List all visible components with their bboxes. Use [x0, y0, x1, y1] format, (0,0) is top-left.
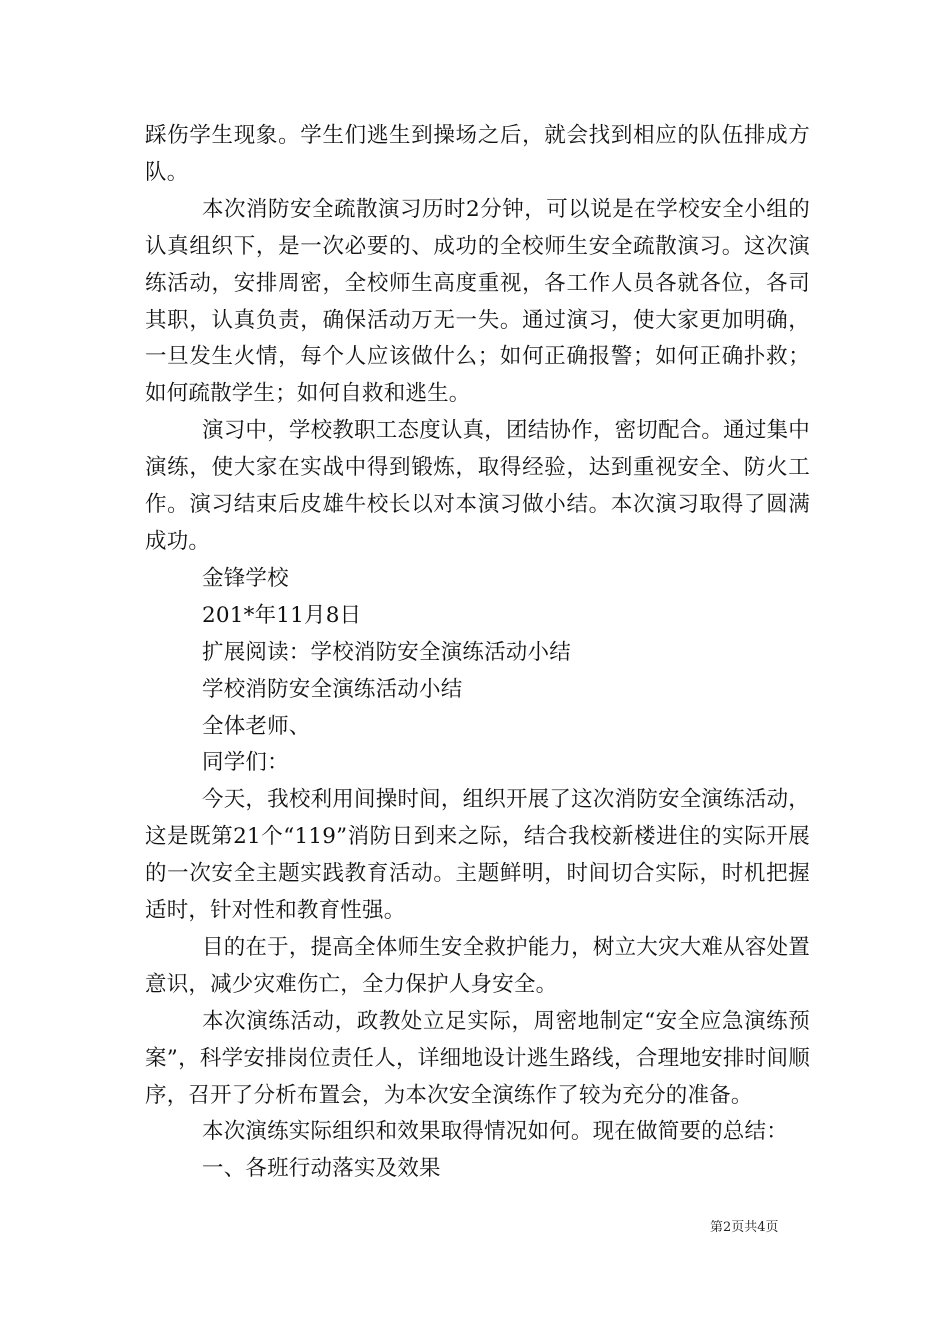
paragraph-2: 本次消防安全疏散演习历时2分钟，可以说是在学校安全小组的认真组织下，是一次必要的、成功的全校师生安全疏散演习。这次演练活动，安排周密，全校师生高度重视，各工作人员各就各位，各司其职，认真负责，确保活动万无一失。通过演习，使大家更加明确，一旦发生火情，每个人应该做什么；如何正确报警；如何正确扑救；如何疏散学生；如何自救和逃生。 — [145, 196, 810, 407]
page-number: 第2页共4页 — [710, 1220, 779, 1235]
paragraph-preparation: 本次演练活动，政教处立足实际，周密地制定“安全应急演练预案”，科学安排岗位责任人，详细地设计逃生路线，合理地安排时间顺序，召开了分析布置会，为本次安全演练作了较为充分的准备。 — [145, 1008, 810, 1108]
document-body — [145, 118, 810, 1188]
paragraph-3: 演习中，学校教职工态度认真，团结协作，密切配合。通过集中演练，使大家在实战中得到锻炼，取得经验，达到重视安全、防火工作。演习结束后皮雄牛校长以对本演习做小结。本次演习取得了圆满成功。 — [145, 418, 810, 554]
paragraph-summary-intro: 本次演练实际组织和效果取得情况如何。现在做简要的总结： — [202, 1119, 788, 1145]
paragraph-1: 踩伤学生现象。学生们逃生到操场之后，就会找到相应的队伍排成方队。 — [145, 123, 810, 185]
salutation-teachers: 全体老师、 — [202, 713, 311, 739]
extended-reading-line: 扩展阅读：学校消防安全演练活动小结 — [202, 639, 571, 665]
salutation-students: 同学们： — [202, 750, 289, 776]
school-name: 金锋学校 — [202, 565, 289, 591]
paragraph-today: 今天，我校利用间操时间，组织开展了这次消防安全演练活动，这是既第21个“119”消防日到来之际，结合我校新楼进住的实际开展的一次安全主题实践教育活动。主题鲜明，时间切合实际，时机把握适时，针对性和教育性强。 — [145, 787, 810, 924]
paragraph-purpose: 目的在于，提高全体师生安全救护能力，树立大灾大难从容处置意识，减少灾难伤亡，全力保护人身安全。 — [145, 934, 810, 997]
section-heading-1: 一、各班行动落实及效果 — [202, 1156, 441, 1182]
section-title: 学校消防安全演练活动小结 — [202, 676, 463, 702]
date-line: 201*年11月8日 — [202, 602, 362, 628]
